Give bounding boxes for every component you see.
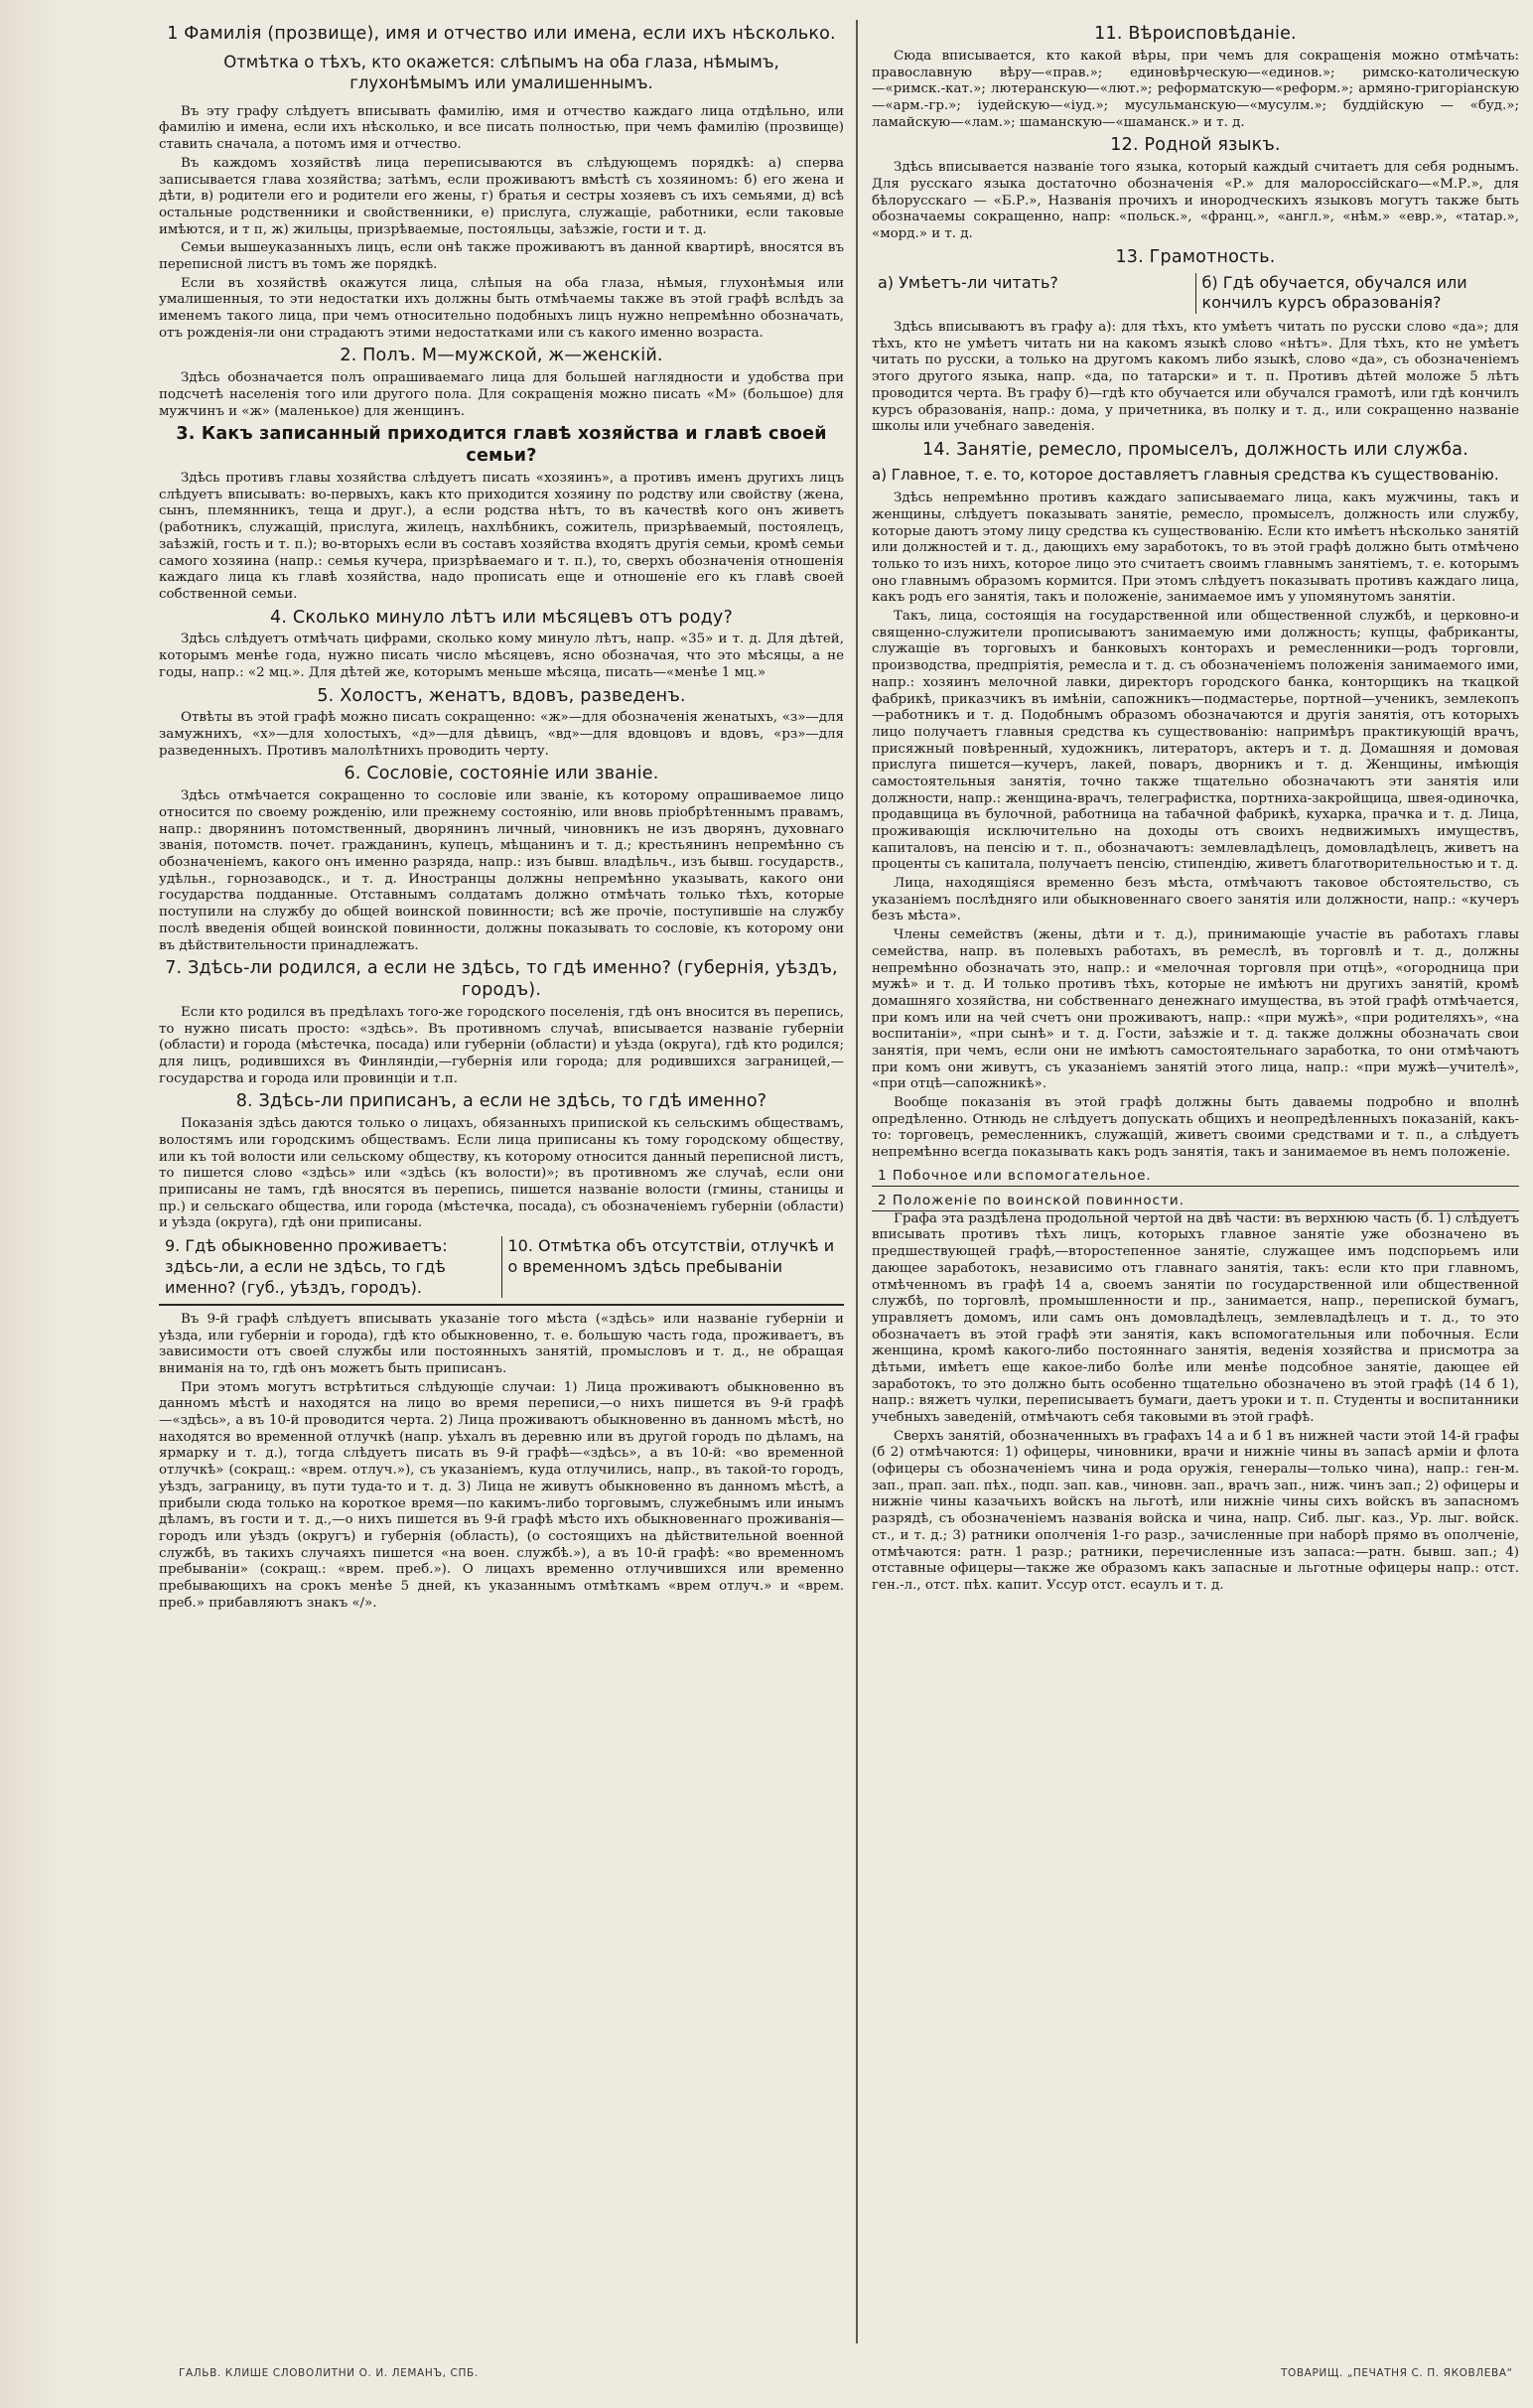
- section-10-title: 10. Отмѣтка объ отсутствіи, отлучкѣ и о временномъ здѣсь пребываніи: [507, 1236, 835, 1276]
- section-1-body: [159, 104, 844, 343]
- paragraph: Здѣсь отмѣчается сокращенно то сословіе или званіе, къ которому опрашиваемое лицо относится по своему рожденію, или прежнему состоянію, или вновь пріобрѣтеннымъ правамъ, напр.: дворянинъ потомственный, дворянинъ личный, чиновникъ не изъ дворянъ, духовнаго званія, потомств. почет. гражданинъ, купецъ, мѣщанинъ и т. д.; крестьянинъ непремѣнно съ обозначеніемъ, какого онъ именно разряда, напр.: изъ бывш. владѣльч., изъ бывш. государств., удѣльн., горнозаводск., и т. д. Иностранцы должны непремѣнно указывать, какого они государства подданные. Отставнымъ солдатамъ должно отмѣчать только тѣхъ, которые поступили на службу до общей воинской повинности; всѣ же прочіе, поступившіе на службу послѣ введенія общей воинской повинности, должны показывать то сословіе, къ которому они въ дѣйствительности принадлежатъ.: [159, 788, 844, 953]
- left-column: [159, 20, 844, 1614]
- section-2-body: [159, 370, 844, 420]
- section-3-title: 3. Какъ записанный приходится главѣ хозяйства и главѣ своей семьи?: [176, 424, 827, 467]
- section-4-title: 4. Сколько минуло лѣтъ или мѣсяцевъ отъ роду?: [270, 607, 733, 628]
- section-9-10-header: [159, 1236, 844, 1298]
- paragraph: Здѣсь вписывается названіе того языка, который каждый считаетъ для себя роднымъ. Для русскаго языка достаточно обозначенія «Р.» для малороссійскаго—«М.Р.», для бѣлорусскаго — «Б.Р.», Названія прочихъ и инородческихъ языковъ могутъ также быть обозначаемы сокращенно, напр: «польск.», «франц.», «англ.», «нѣм.» «евр.», «татар.», «морд.» и т. д.: [872, 160, 1519, 241]
- section-1-subtitle: Отмѣтка о тѣхъ, кто окажется: слѣпымъ на оба глаза, нѣмымъ, глухонѣмымъ или умалишеннымъ.: [223, 52, 779, 93]
- paragraph: Въ каждомъ хозяйствѣ лица переписываются въ слѣдующемъ порядкѣ: а) сперва записывается глава хозяйства; затѣмъ, если проживаютъ вмѣстѣ съ хозяиномъ: б) его жена и дѣти, в) родители его и родители его жены, г) братья и сестры хозяевъ съ ихъ семьями, д) всѣ остальные родственники и свойственники, е) прислуга, служащіе, работники, если таковые имѣются, и т п, ж) жильцы, призрѣваемые, постояльцы, заѣзжіе, гости и т. д.: [159, 155, 844, 237]
- paragraph: Графа эта раздѣлена продольной чертой на двѣ части: въ верхнюю часть (б. 1) слѣдуетъ вписывать противъ тѣхъ лицъ, которыхъ главное занятіе уже обозначено въ предшествующей графѣ,—второстепенное занятіе, служащее имъ подспорьемъ или дающее заработокъ, независимо отъ главнаго занятія, такъ: если кто при главномъ, отмѣченномъ въ графѣ 14 а, своемъ занятіи по государственной или общественной службѣ, по торговлѣ, промышленности и пр., занимается, напр., перепиской бумагъ, управляетъ домомъ, или самъ онъ домовладѣлецъ, землевладѣлецъ и т. д., то это обозначаетъ въ этой графѣ эти занятія, какъ вспомогательныя или побочныя. Если женщина, кромѣ какого-либо постояннаго занятія, веденія хозяйства и присмотра за дѣтьми, имѣетъ еще какое-либо болѣе или менѣе подсобное занятіе, дающее ей заработокъ, то это должно быть особенно тщательно обозначено въ этой графѣ (14 б 1), напр.: вяжетъ чулки, переписываетъ бумаги, даетъ уроки и т. п. Студенты и воспитанники учебныхъ заведеній, отмѣчаютъ себя таковыми въ этой графѣ.: [872, 1210, 1519, 1426]
- paragraph: Сверхъ занятій, обозначенныхъ въ графахъ 14 а и б 1 въ нижней части этой 14-й графы (б 2) отмѣчаются: 1) офицеры, чиновники, врачи и нижніе чины въ запасѣ арміи и флота (офицеры съ обозначеніемъ чина и рода оружія, генералы—только чина), напр.: ген-м. зап., прап. зап. пѣх., подп. зап. кав., чиновн. зап., врачъ зап., ниж. чинъ зап.; 2) офицеры и нижніе чины казачьихъ войскъ на льготѣ, или нижніе чины сихъ войскъ въ запасномъ разрядѣ, съ обозначеніемъ названія войска и чина, напр. Сиб. лыг. каз., Ур. лыг. войск. ст., и т. д.; 3) ратники ополченія 1-го разр., зачисленные при наборѣ прямо въ ополченіе, отмѣчаются: ратн. 1 разр.; ратники, перечисленные изъ запаса:—ратн. бывш. зап.; 4) отставные офицеры—также же образомъ какъ запасные и льготные офицеры напр.: отст. ген.-л., отст. пѣх. капит. Уссур отст. есаулъ и т. д.: [872, 1428, 1519, 1593]
- section-14-title: 14. Занятіе, ремесло, промыселъ, должность или служба.: [922, 439, 1468, 460]
- printer-credit-right: ТОВАРИЩ. „ПЕЧАТНЯ С. П. ЯКОВЛЕВА“: [1281, 2367, 1513, 2379]
- paragraph: Такъ, лица, состоящія на государственной или общественной службѣ, и церковно-и священно-служители прописываютъ занимаемую ими должность; купцы, фабриканты, служащіе въ торговыхъ и банковыхъ конторахъ и ремесленники—родъ торговли, производства, предпріятія, ремесла и т. д. съ обозначеніемъ положенія занимаемого ими, напр.: хозяинъ мелочной лавки, директоръ городского банка, конторщикъ на ткацкой фабрикѣ, приказчикъ въ имѣніи, сапожникъ—подмастерье, портной—ученикъ, землекопъ—работникъ и т. д. Подобнымъ образомъ обозначаются и другія занятія, отъ которыхъ лицо получаетъ главныя средства къ существованію: напримѣръ практикующій врачъ, присяжный повѣренный, художникъ, литераторъ, актеръ и т. д. Домашняя и домовая прислуга пишется—кучеръ, лакей, поваръ, дворникъ и т. д. Женщины, имѣющія самостоятельныя занятія, точно также тщательно обозначаютъ эти занятія или должности, напр.: женщина-врачъ, телеграфистка, портниха-закройщица, швея-одиночка, продавщица въ булочной, работница на табачной фабрикѣ, кухарка, прачка и т. д. Лица, проживающія исключительно на доходы отъ своихъ недвижимыхъ имуществъ, капиталовъ, на пенсію и т. п., обозначаютъ: землевладѣлецъ, домовладѣлецъ, живетъ на проценты съ капитала, получаетъ пенсію, стипендію, живетъ благотворительностью и т. д.: [872, 609, 1519, 873]
- right-column: [872, 20, 1519, 1597]
- section-14-subtitle: а) Главное, т. е. то, которое доставляетъ главныя средства къ существованію.: [872, 465, 1499, 484]
- section-9-rule: [159, 1304, 844, 1306]
- paragraph: Показанія здѣсь даются только о лицахъ, обязанныхъ припиской къ сельскимъ обществамъ, волостямъ или городскимъ обществамъ. Если лица приписаны къ тому городскому обществу, или къ той волости или сельскому обществу, къ которому относится данный переписной листъ, то пишется слово «здѣсь» или «здѣсь (къ волости)»; въ противномъ же случаѣ, если они приписаны не тамъ, гдѣ вносятся въ перепись, пишется названіе волости (гмины, станицы и пр.) и сельскаго общества, или города (мѣстечка, посада), съ обозначеніемъ губерніи (области) и уѣзда (округа), гдѣ они приписаны.: [159, 1116, 844, 1231]
- section-12-title: 12. Родной языкъ.: [1110, 135, 1281, 156]
- section-13b-title: б) Гдѣ обучается, обучался или кончилъ курсъ образованія?: [1201, 272, 1467, 313]
- section-3-body: [159, 471, 844, 604]
- paragraph: Лица, находящіяся временно безъ мѣста, отмѣчаютъ таковое обстоятельство, съ указаніемъ послѣдняго или обыкновеннаго своего занятія или должности, напр.: «кучеръ безъ мѣста».: [872, 876, 1519, 924]
- section-7-title: 7. Здѣсь-ли родился, а если не здѣсь, то гдѣ именно? (губернія, уѣздъ, городъ).: [165, 958, 838, 1001]
- section-5-body: [159, 710, 844, 760]
- section-5-title: 5. Холостъ, женатъ, вдовъ, разведенъ.: [317, 685, 686, 706]
- printer-credit-left: ГАЛЬВ. КЛИШЕ СЛОВОЛИТНИ О. И. ЛЕМАНЪ, СПБ.: [179, 2367, 479, 2379]
- section-1-title: 1 Фамилія (прозвище), имя и отчество или имена, если ихъ нѣсколько.: [167, 24, 836, 44]
- section-2-title: 2. Полъ. М—мужской, ж—женскій.: [340, 346, 663, 366]
- paragraph: Вообще показанія въ этой графѣ должны быть даваемы подробно и вполнѣ опредѣленно. Отнюдь не слѣдуетъ допускать общихъ и неопредѣленныхъ показаній, какъ-то: торговецъ, ремесленникъ, служащій, живетъ своими средствами и т. п., а слѣдуетъ непремѣнно всегда показывать какъ родъ занятія, такъ и занимаемое въ немъ положеніе.: [872, 1095, 1519, 1161]
- paragraph: Если въ хозяйствѣ окажутся лица, слѣпыя на оба глаза, нѣмыя, глухонѣмыя или умалишенныя, то эти недостатки ихъ должны быть отмѣчаемы также въ этой графѣ вслѣдъ за именемъ такого лица, при чемъ относительно подобныхъ лицъ нужно непремѣнно обозначать, отъ рожденія-ли они страдаютъ этими недостатками или съ какого именно возраста.: [159, 275, 844, 341]
- section-8-title: 8. Здѣсь-ли приписанъ, а если не здѣсь, то гдѣ именно?: [235, 1091, 767, 1112]
- paragraph: При этомъ могутъ встрѣтиться слѣдующіе случаи: 1) Лица проживаютъ обыкновенно въ данномъ мѣстѣ и находятся на лицо во время переписи,—о нихъ пишется въ 9-й графѣ—«здѣсь», а въ 10-й проводится черта. 2) Лица проживаютъ обыкновенно въ данномъ мѣстѣ, но находятся во временной отлучкѣ (напр. уѣхалъ въ деревню или въ другой городъ по дѣламъ, на ярмарку и т. д.), тогда слѣдуетъ писать въ 9-й графѣ—«здѣсь», а въ 10-й: «во временной отлучкѣ» (сокращ.: «врем. отлуч.»), съ указаніемъ, куда отлучились, напр., въ такой-то городъ, уѣздъ, заграницу, въ пути туда-то и т. д. 3) Лица не живутъ обыкновенно въ данномъ мѣстѣ, а прибыли сюда только на короткое время—по какимъ-либо торговымъ, служебнымъ или инымъ дѣламъ, въ гости и т. д.,—о нихъ пишется въ 9-й графѣ мѣсто ихъ обыкновеннаго проживанія—городъ или уѣздъ (округъ) и губернія (область), (о состоящихъ на дѣйствительной военной службѣ, въ такихъ случаяхъ пишется «на воен. службѣ.»), а въ 10-й графѣ: «во временномъ пребываніи» (сокращ.: «врем. преб.»). О лицахъ временно отлучившихся или временно пребывающихъ на срокъ менѣе 5 дней, къ указаннымъ отмѣткамъ «врем отлуч.» и «врем. преб.» прибавляютъ знакъ «/».: [159, 1379, 844, 1611]
- section-13-header: [872, 273, 1519, 315]
- section-13-title: 13. Грамотность.: [1115, 246, 1276, 267]
- paragraph: Семьи вышеуказанныхъ лицъ, если онѣ также проживаютъ въ данной квартирѣ, вносятся въ переписной листъ въ томъ же порядкѣ.: [159, 240, 844, 272]
- section-6-title: 6. Сословіе, состояніе или званіе.: [344, 764, 659, 784]
- section-14b1-label: 1 Побочное или вспомогательное.: [872, 1166, 1519, 1187]
- section-14b2-label: 2 Положеніе по воинской повинности.: [872, 1191, 1519, 1211]
- section-7-body: [159, 1005, 844, 1087]
- section-8-body: [159, 1116, 844, 1232]
- paragraph: Здѣсь слѣдуетъ отмѣчать цифрами, сколько кому минуло лѣтъ, напр. «35» и т. д. Для дѣтей, которымъ менѣе года, нужно писать число мѣсяцевъ, ясно обозначая, что это мѣсяцы, а не годы, напр.: «2 мц.». Для дѣтей же, которымъ меньше мѣсяца, писать—«менѣе 1 мц.»: [159, 632, 844, 680]
- paragraph: Въ эту графу слѣдуетъ вписывать фамилію, имя и отчество каждаго лица отдѣльно, или фамилію и имена, если ихъ нѣсколько, и все писать полностью, при чемъ фамилію (прозвище) ставить сначала, а потомъ имя и отчество.: [159, 103, 844, 153]
- section-12-body: [872, 160, 1519, 242]
- page-edge-shadow: [0, 0, 60, 2408]
- column-divider: [856, 20, 858, 2343]
- section-13-body: [872, 320, 1519, 436]
- paragraph: Здѣсь противъ главы хозяйства слѣдуетъ писать «хозяинъ», а противъ именъ другихъ лицъ слѣдуетъ вписывать: во-первыхъ, какъ кто приходится хозяину по родству или свойству (жена, сынъ, племянникъ, теща и друг.), а если родства нѣтъ, то въ качествѣ кого онъ живетъ (работникъ, служащій, прислуга, жилецъ, нахлѣбникъ, сожитель, призрѣваемый, постоялецъ, заѣзжій, гость и т. п.); во-вторыхъ если въ составъ хозяйства входятъ другія семьи, кромѣ семьи самого хозяина (напр.: семья кучера, призрѣваемаго и т. п.), то, сверхъ обозначенія отношенія каждаго лица къ главѣ хозяйства, надо прописать еще и отношеніе его къ главѣ своей собственной семьи.: [159, 471, 844, 602]
- paragraph: Здѣсь непремѣнно противъ каждаго записываемаго лица, какъ мужчины, такъ и женщины, слѣдуетъ показывать занятіе, ремесло, промыселъ, должность или службу, которые даютъ этому лицу средства къ существованію. Если кто имѣетъ нѣсколько занятій или должностей и т. д., дающихъ ему заработокъ, то въ этой графѣ должно быть отмѣчено только то изъ нихъ, которое лицо это считаетъ своимъ главнымъ занятіемъ, т. е. которымъ оно главнымъ образомъ кормится. При этомъ слѣдуетъ показывать противъ каждаго лица, какъ родъ его занятія, такъ и положеніе, занимаемое имъ у упомянутомъ занятіи.: [872, 491, 1519, 606]
- section-11-body: [872, 49, 1519, 131]
- section-13a-title: а) Умѣетъ-ли читать?: [872, 273, 1196, 315]
- paragraph: Члены семействъ (жены, дѣти и т. д.), принимающіе участіе въ работахъ главы семейства, напр. въ полевыхъ работахъ, въ ремеслѣ, въ торговлѣ и т. д., должны непремѣнно обозначать это, напр.: и «мелочная торговля при отцѣ», «огородница при мужѣ» и т. д. И только противъ тѣхъ, которые не имѣютъ ни другихъ занятій, кромѣ домашняго хозяйства, ни собственнаго денежнаго имущества, въ этой графѣ отмѣчается, при комъ или на чей счетъ они проживаютъ, напр.: «при мужѣ», «при родителяхъ», «на воспитаніи», «при сынѣ» и т. д. Гости, заѣзжіе и т. д. также должны обозначать свои занятія, при чемъ, если они не имѣютъ самостоятельнаго заработка, то они отмѣчаютъ при комъ они живутъ, съ указаніемъ занятій этого лица, напр.: «при мужѣ—учителѣ», «при отцѣ—сапожникѣ».: [872, 927, 1519, 1092]
- section-14-body: [872, 491, 1519, 1162]
- paragraph: Отвѣты въ этой графѣ можно писать сокращенно: «ж»—для обозначенія женатыхъ, «з»—для замужнихъ, «х»—для холостыхъ, «д»—для дѣвицъ, «вд»—для вдовцовъ и вдовъ, «рз»—для разведенныхъ. Противъ малолѣтнихъ проводить черту.: [159, 710, 844, 759]
- section-6-body: [159, 788, 844, 954]
- section-9-title: 9. Гдѣ обыкновенно проживаетъ: здѣсь-ли, а если не здѣсь, то гдѣ именно? (губ., уѣздъ, городъ).: [159, 1236, 502, 1298]
- paragraph: Если кто родился въ предѣлахъ того-же городского поселенія, гдѣ онъ вносится въ перепись, то нужно писать просто: «здѣсь». Въ противномъ случаѣ, вписывается названіе губерніи (области) и города (мѣстечка, посада) или губерніи (области) и уѣзда (округа), гдѣ кто родился; для лицъ, родившихся въ Финляндіи,—губернія или города; для родившихся заграницей,—государства и города или провинціи и т.п.: [159, 1004, 844, 1086]
- paragraph: Здѣсь вписываютъ въ графу а): для тѣхъ, кто умѣетъ читать по русски слово «да»; для тѣхъ, кто не умѣетъ читать ни на какомъ языкѣ слово «нѣтъ». Для тѣхъ, кто не умѣетъ читать по русски, а только на другомъ какомъ либо языкѣ, слово «да», съ обозначеніемъ этого другого языка, напр. «да, по татарски» и т. п. Противъ дѣтей моложе 5 лѣтъ проводится черта. Въ графу б)—гдѣ кто обучается или обучался грамотѣ, или гдѣ кончилъ курсъ образованія, напр.: дома, у причетника, въ полку и т. д., или сокращенно названіе школы или учебнаго заведенія.: [872, 320, 1519, 435]
- section-11-title: 11. Вѣроисповѣданіе.: [1094, 24, 1297, 44]
- paragraph: Здѣсь обозначается полъ опрашиваемаго лица для большей наглядности и удобства при подсчетѣ населенія того или другого пола. Для сокращенія можно писать «М» (большое) для мужчинъ и «ж» (маленькое) для женщинъ.: [159, 370, 844, 419]
- paragraph: Сюда вписывается, кто какой вѣры, при чемъ для сокращенія можно отмѣчать: православную вѣру—«прав.»; единовѣрческую—«единов.»; римско-католическую—«римск.-кат.»; лютеранскую—«лют.»; реформатскую—«реформ.»; армяно-григоріанскую—«арм.-гр.»; іудейскую—«іуд.»; мусульманскую—«мусулм.»; буддійскую — «буд.»; ламайскую—«лам.»; шаманскую—«шаманск.» и т. д.: [872, 48, 1519, 130]
- section-14b-body: [872, 1211, 1519, 1595]
- section-9-body: [159, 1312, 844, 1612]
- section-4-body: [159, 632, 844, 681]
- paragraph: Въ 9-й графѣ слѣдуетъ вписывать указаніе того мѣста («здѣсь» или названіе губерніи и уѣзда, или губерніи и города), гдѣ кто обыкновенно, т. е. большую часть года, проживаетъ, въ зависимости отъ своей службы или постоянныхъ занятій, промысловъ и т. д., не обращая вниманія на то, гдѣ онъ можетъ быть приписанъ.: [159, 1311, 844, 1377]
